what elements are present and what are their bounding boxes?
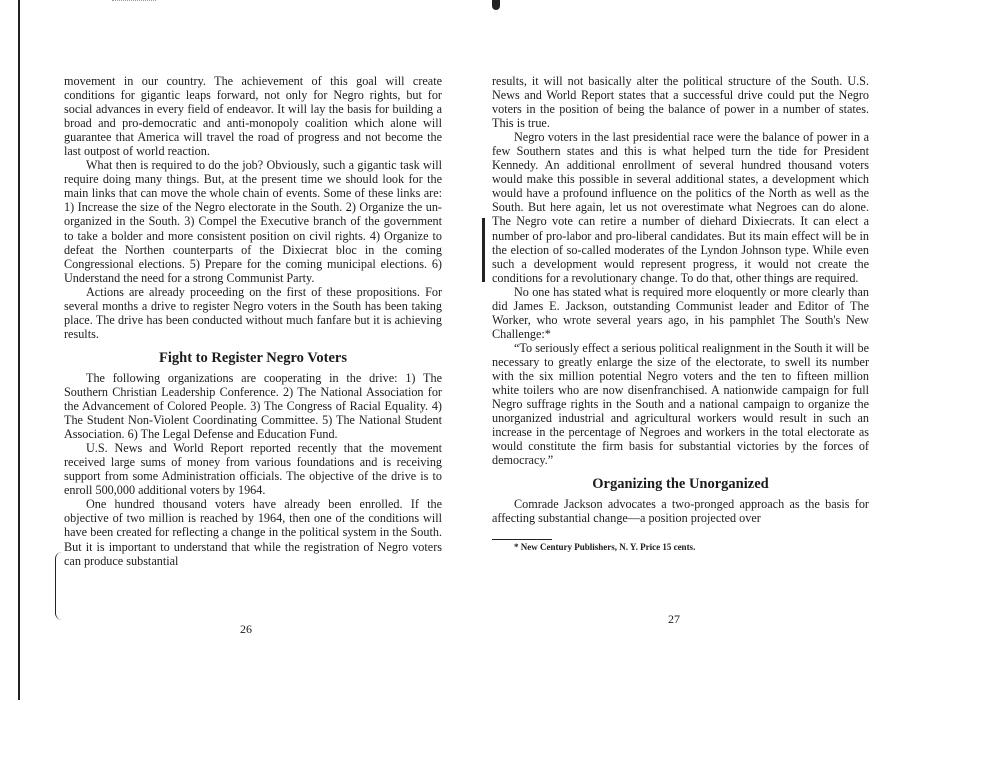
right-page-text: [492, 74, 869, 555]
left-page-text: [64, 74, 442, 568]
paragraph: Comrade Jackson advocates a two-pronged approach as the basis for affecting substantial change—a position projected over: [492, 497, 869, 526]
binding-center-mark: [492, 0, 500, 10]
page-number-left: 26: [240, 622, 252, 636]
paragraph: Negro voters in the last presidential race were the balance of power in a few Southern states and this is what helped turn the tide for President Kennedy. An additional enrollment of several hundred thousand voters would make this possible in several additional states, a development which would have a profound influence on the politics of the North as well as the South. But here again, let us not overestimate what Negroes can do alone. The Negro vote can retire a number of diehard Dixiecrats. It can elect a number of pro-labor and pro-liberal candidates. But its main effect will be in the election of so-called moderates of the Lyndon Johnson type. While even such a development would represent progress, it would not create the conditions for a revolutionary change. To do that, other things are required.: [492, 130, 869, 285]
page-number-right: 27: [668, 612, 680, 626]
block-quote: “To seriously effect a serious political realignment in the South it will be necessary to greatly enlarge the size of the electorate, to swell its number with the six million potential Negro voters and the ten to fifteen million white toilers who are now disenfranchised. A nationwide campaign for full Negro suffrage rights in the South and a national campaign to organize the unorganized industrial and agricultural workers would result in such an increase in the percentage of Negroes and workers in the total electorate as would constitute the firm basis for substantial victories by the forces of democracy.”: [492, 340, 869, 468]
paragraph: Actions are already proceeding on the first of these propositions. For several months a drive to register Negro voters in the South has been taking place. The drive has been conducted without much fanfare but it is achieving results.: [64, 284, 442, 341]
paragraph: No one has stated what is required more eloquently or more clearly than did James E. Jackson, outstanding Communist leader and Editor of The Worker, who wrote several years ago, in his pamphlet The South's New Challenge:*: [492, 284, 869, 341]
footnote: * New Century Publishers, N. Y. Price 15 cents.: [514, 542, 696, 553]
section-heading: Organizing the Unorganized: [592, 476, 769, 493]
paragraph: What then is required to do the job? Obviously, such a gigantic task will require doing many things. But, at the present time we should look for the main links that can move the whole chain of events. Some of these links are: 1) Increase the size of the Negro electorate in the South. 2) Organize the un-organized in the South. 3) Compel the Executive branch of the government to take a bolder and more consistent position on civil rights. 4) Organize to defeat the Northen counterparts of the Dixiecrat bloc in the coming Congressional elections. 5) Prepare for the coming municipal elections. 6) Understand the need for a strong Communist Party.: [64, 158, 442, 285]
paragraph: U.S. News and World Report reported recently that the movement received large sums of money from various foundations and is receiving support from some Administration officials. The objective of the drive is to enroll 500,000 additional voters by 1964.: [64, 441, 442, 498]
scan-artifact-dots: [112, 0, 156, 1]
margin-bar-mark: [482, 218, 485, 282]
paragraph: The following organizations are cooperating in the drive: 1) The Southern Christian Leadership Conference. 2) The National Association for the Advancement of Colored People. 3) The Congress of Racial Equality. 4) The Student Non-Violent Coordinating Committee. 5) The National Student Association. 6) The Legal Defense and Education Fund.: [64, 370, 442, 442]
paragraph: results, it will not basically alter the political structure of the South. U.S. News and World Report states that a successful drive could put the Negro voters in the position of being the balance of power in a number of states. This is true.: [492, 74, 869, 131]
paragraph: movement in our country. The achievement of this goal will create conditions for gigantic leaps forward, not only for Negro rights, but for social advances in every field of endeavor. It will lay the basis for building a broad and pro-democratic and anti-monopoly coalition which alone will guarantee that America will travel the road of progress and not become the last outpost of world reaction.: [64, 74, 442, 159]
binding-edge-line: [18, 0, 20, 700]
paragraph: One hundred thousand voters have already been enrolled. If the objective of two million is reached by 1964, then one of the conditions will have been created for reflecting a change in the political system in the South. But it is important to understand that while the registration of Negro voters can produce substantial: [64, 497, 442, 568]
margin-bracket-mark: [55, 552, 62, 620]
section-heading: Fight to Register Negro Voters: [159, 349, 347, 366]
